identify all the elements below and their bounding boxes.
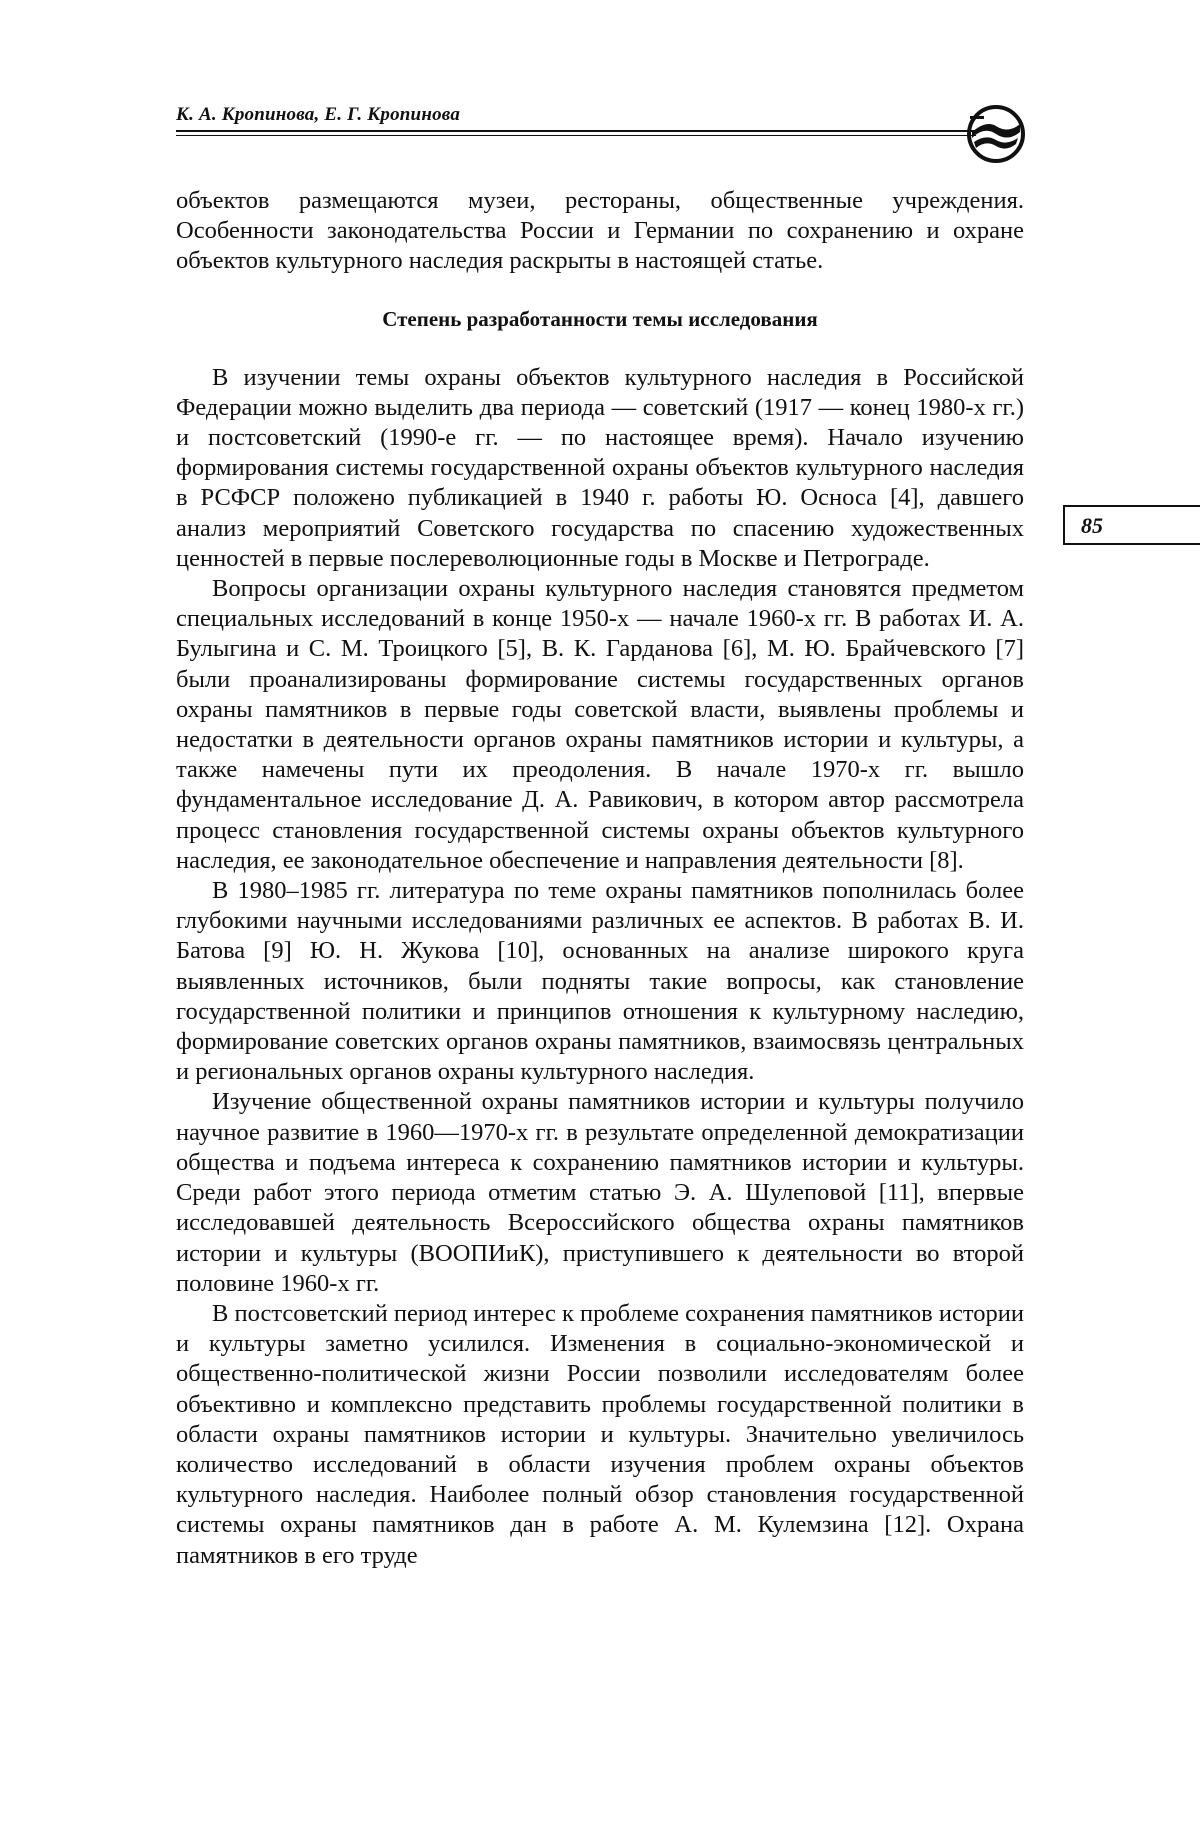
page-number-tab [1063, 505, 1200, 545]
header-rule-thin [176, 135, 976, 136]
page-number: 85 [1081, 513, 1103, 538]
body-paragraph: Вопросы организации охраны культурного наследия становятся предметом специальных исследований в конце 1950-х — начале 1960-х гг. В работах И. А. Булыгина и С. М. Троицкого [5], В. К. Гарданова [6], М. Ю. Брайчевского [7] были проанализированы формирование системы государственных органов охраны памятников в первые годы советской власти, выявлены проблемы и недостатки в деятельности органов охраны памятников истории и культуры, а также намечены пути их преодоления. В начале 1970-х гг. вышло фундаментальное исследование Д. А. Равикович, в котором автор рассмотрела процесс становления государственной системы охраны объектов культурного наследия, ее законодательное обеспечение и направления деятельности [8]. [176, 575, 1024, 874]
body-paragraph: В постсоветский период интерес к проблеме сохранения памятников истории и культуры заметно усилился. Изменения в социально-экономической и общественно-политической жизни России позволили исследователям более объективно и комплексно представить проблемы государственной политики в области охраны памятников истории и культуры. Значительно увеличилось количество исследований в области изучения проблем охраны объектов культурного наследия. Наиболее полный обзор становления государственной системы охраны памятников дан в работе А. М. Кулемзина [12]. Охрана памятников в его труде [176, 1299, 1024, 1569]
running-head-authors: К. А. Кропинова, Е. Г. Кропинова [176, 104, 461, 125]
intro-paragraph: объектов размещаются музеи, рестораны, общественные учреждения. Особенности законодательства России и Германии по сохранению и охране объектов культурного наследия раскрыты в настоящей статье. [176, 187, 1024, 275]
header-rule [176, 130, 976, 132]
article-body [176, 186, 1024, 1571]
body-paragraph: В 1980–1985 гг. литература по теме охраны памятников пополнилась более глубокими научными исследованиями различных ее аспектов. В работах В. И. Батова [9] Ю. Н. Жукова [10], основанных на анализе широкого круга выявленных источников, были подняты такие вопросы, как становление государственной политики и принципов отношения к культурному наследию, формирование советских органов охраны памятников, взаимосвязь центральных и региональных органов охраны культурного наследия. [176, 877, 1024, 1086]
journal-logo-icon [966, 104, 1026, 164]
body-paragraph: Изучение общественной охраны памятников истории и культуры получило научное развитие в 1960—1970-х гг. в результате определенной демократизации общества и подъема интереса к сохранению памятников истории и культуры. Среди работ этого периода отметим статью Э. А. Шулеповой [11], впервые исследовавшей деятельность Всероссийского общества охраны памятников истории и культуры (ВООПИиК), приступившего к деятельности во второй половине 1960-х гг. [176, 1088, 1024, 1297]
section-heading: Степень разработанности темы исследования [382, 306, 818, 331]
body-paragraph: В изучении темы охраны объектов культурного наследия в Российской Федерации можно выделить два периода — советский (1917 — конец 1980-х гг.) и постсоветский (1990-е гг. — по настоящее время). Начало изучению формирования системы государственной охраны объектов культурного наследия в РСФСР положено публикацией в 1940 г. работы Ю. Осноса [4], давшего анализ мероприятий Советского государства по спасению художественных ценностей в первые послереволюционные годы в Москве и Петрограде. [176, 363, 1024, 572]
